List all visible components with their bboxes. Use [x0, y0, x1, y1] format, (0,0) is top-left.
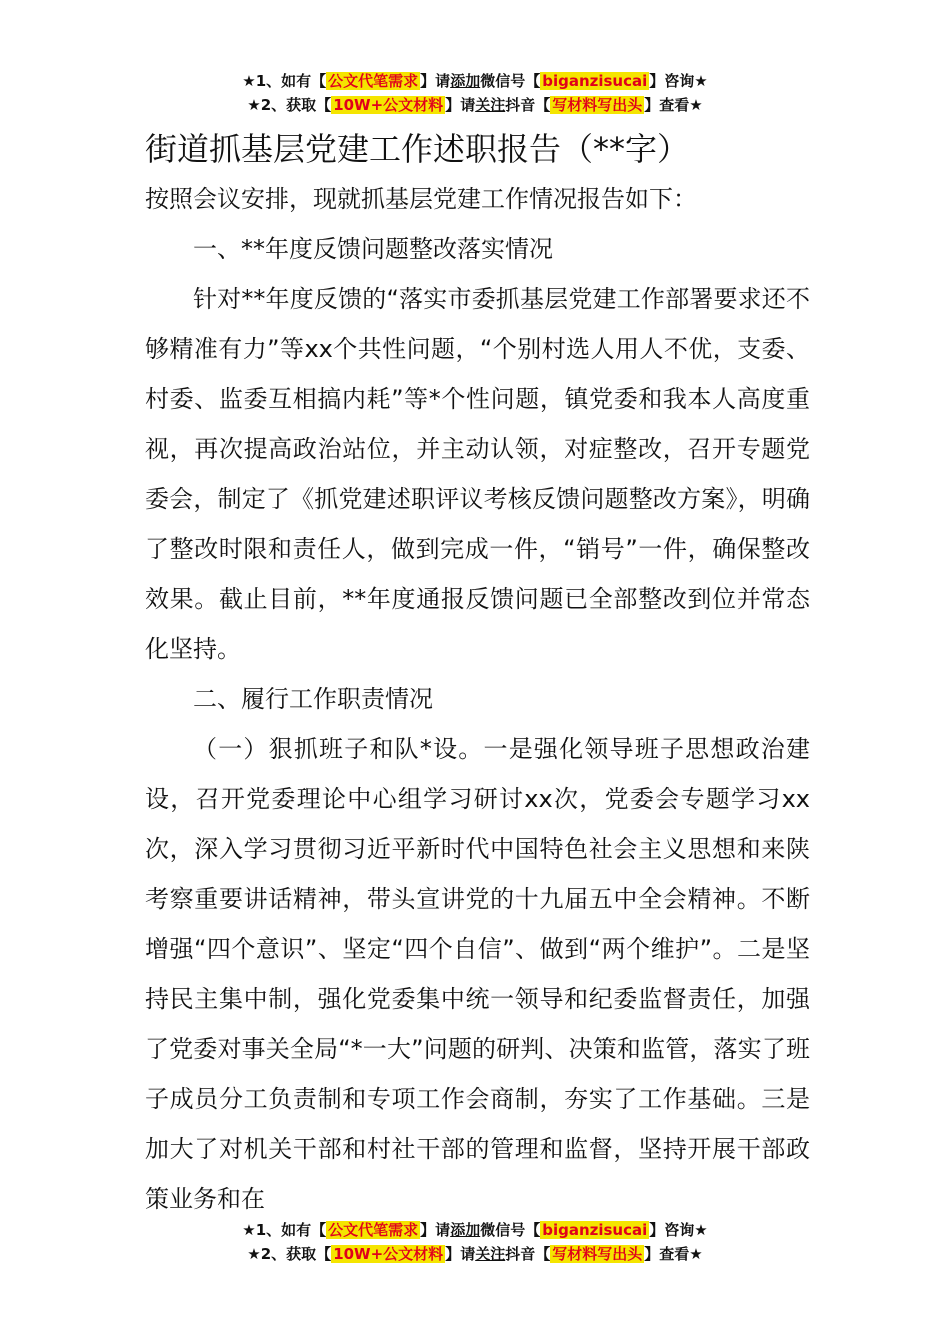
top-banner [0, 70, 950, 118]
banner-text: ★1、如有【 [242, 72, 327, 90]
section-heading-1: 一、**年度反馈问题整改落实情况 [193, 235, 553, 263]
banner-underlined: 添加 [450, 72, 481, 90]
lead-paragraph: 按照会议安排，现就抓基层党建工作情况报告如下： [145, 185, 697, 213]
banner-underlined: 关注 [475, 1245, 506, 1263]
banner-highlight: 公文代笔需求 [328, 72, 419, 90]
section-heading-2: 二、履行工作职责情况 [193, 685, 433, 713]
banner-text: 】请 [445, 96, 476, 114]
banner-highlight: 10W+公文材料 [333, 96, 444, 114]
banner-text: 】请 [420, 1221, 451, 1239]
banner-text: 】咨询★ [649, 1221, 708, 1239]
banner-text: 】咨询★ [649, 72, 708, 90]
banner-text: ★2、获取【 [247, 96, 332, 114]
banner-line-2 [0, 94, 950, 118]
banner-text: 微信号【 [480, 1221, 541, 1239]
banner-highlight: 写材料写出头 [552, 1245, 643, 1263]
banner-text: 】请 [420, 72, 451, 90]
banner-underlined: 关注 [475, 96, 506, 114]
banner-line-1 [0, 70, 950, 94]
banner-text: 抖音【 [505, 96, 551, 114]
document-body [145, 120, 810, 1224]
document-title: 街道抓基层党建工作述职报告（**字） [145, 130, 690, 168]
paragraph-2: （一）狠抓班子和队*设。一是强化领导班子思想政治建设，召开党委理论中心组学习研讨xx次，党委会专题学习xx次，深入学习贯彻习近平新时代中国特色社会主义思想和来陕考察重要讲话精神，带头宣讲党的十九届五中全会精神。不断增强“四个意识”、坚定“四个自信”、做到“两个维护”。二是坚持民主集中制，强化党委集中统一领导和纪委监督责任，加强了党委对事关全局“*一大”问题的研判、决策和监管，落实了班子成员分工负责制和专项工作会商制，夯实了工作基础。三是加大了对机关干部和村社干部的管理和监督，坚持开展干部政策业务和在 [145, 735, 810, 1213]
banner-highlight: 写材料写出头 [552, 96, 643, 114]
banner-text: ★2、获取【 [247, 1245, 332, 1263]
banner-underlined: 添加 [450, 1221, 481, 1239]
banner-highlight: biganzisucai [542, 72, 648, 90]
banner-text: 】查看★ [644, 1245, 703, 1263]
paragraph-1: 针对**年度反馈的“落实市委抓基层党建工作部署要求还不够精准有力”等xx个共性问题，“个别村选人用人不优，支委、村委、监委互相搞内耗”等*个性问题，镇党委和我本人高度重视，再次提高政治站位，并主动认领，对症整改，召开专题党委会，制定了《抓党建述职评议考核反馈问题整改方案》，明确了整改时限和责任人，做到完成一件，“销号”一件，确保整改效果。截止目前，**年度通报反馈问题已全部整改到位并常态化坚持。 [145, 285, 810, 663]
banner-line-1 [0, 1219, 950, 1243]
bottom-banner [0, 1219, 950, 1267]
banner-highlight: 10W+公文材料 [333, 1245, 444, 1263]
banner-highlight: 公文代笔需求 [328, 1221, 419, 1239]
banner-text: 】查看★ [644, 96, 703, 114]
banner-text: ★1、如有【 [242, 1221, 327, 1239]
banner-highlight: biganzisucai [542, 1221, 648, 1239]
banner-line-2 [0, 1243, 950, 1267]
banner-text: 微信号【 [480, 72, 541, 90]
banner-text: 抖音【 [505, 1245, 551, 1263]
banner-text: 】请 [445, 1245, 476, 1263]
